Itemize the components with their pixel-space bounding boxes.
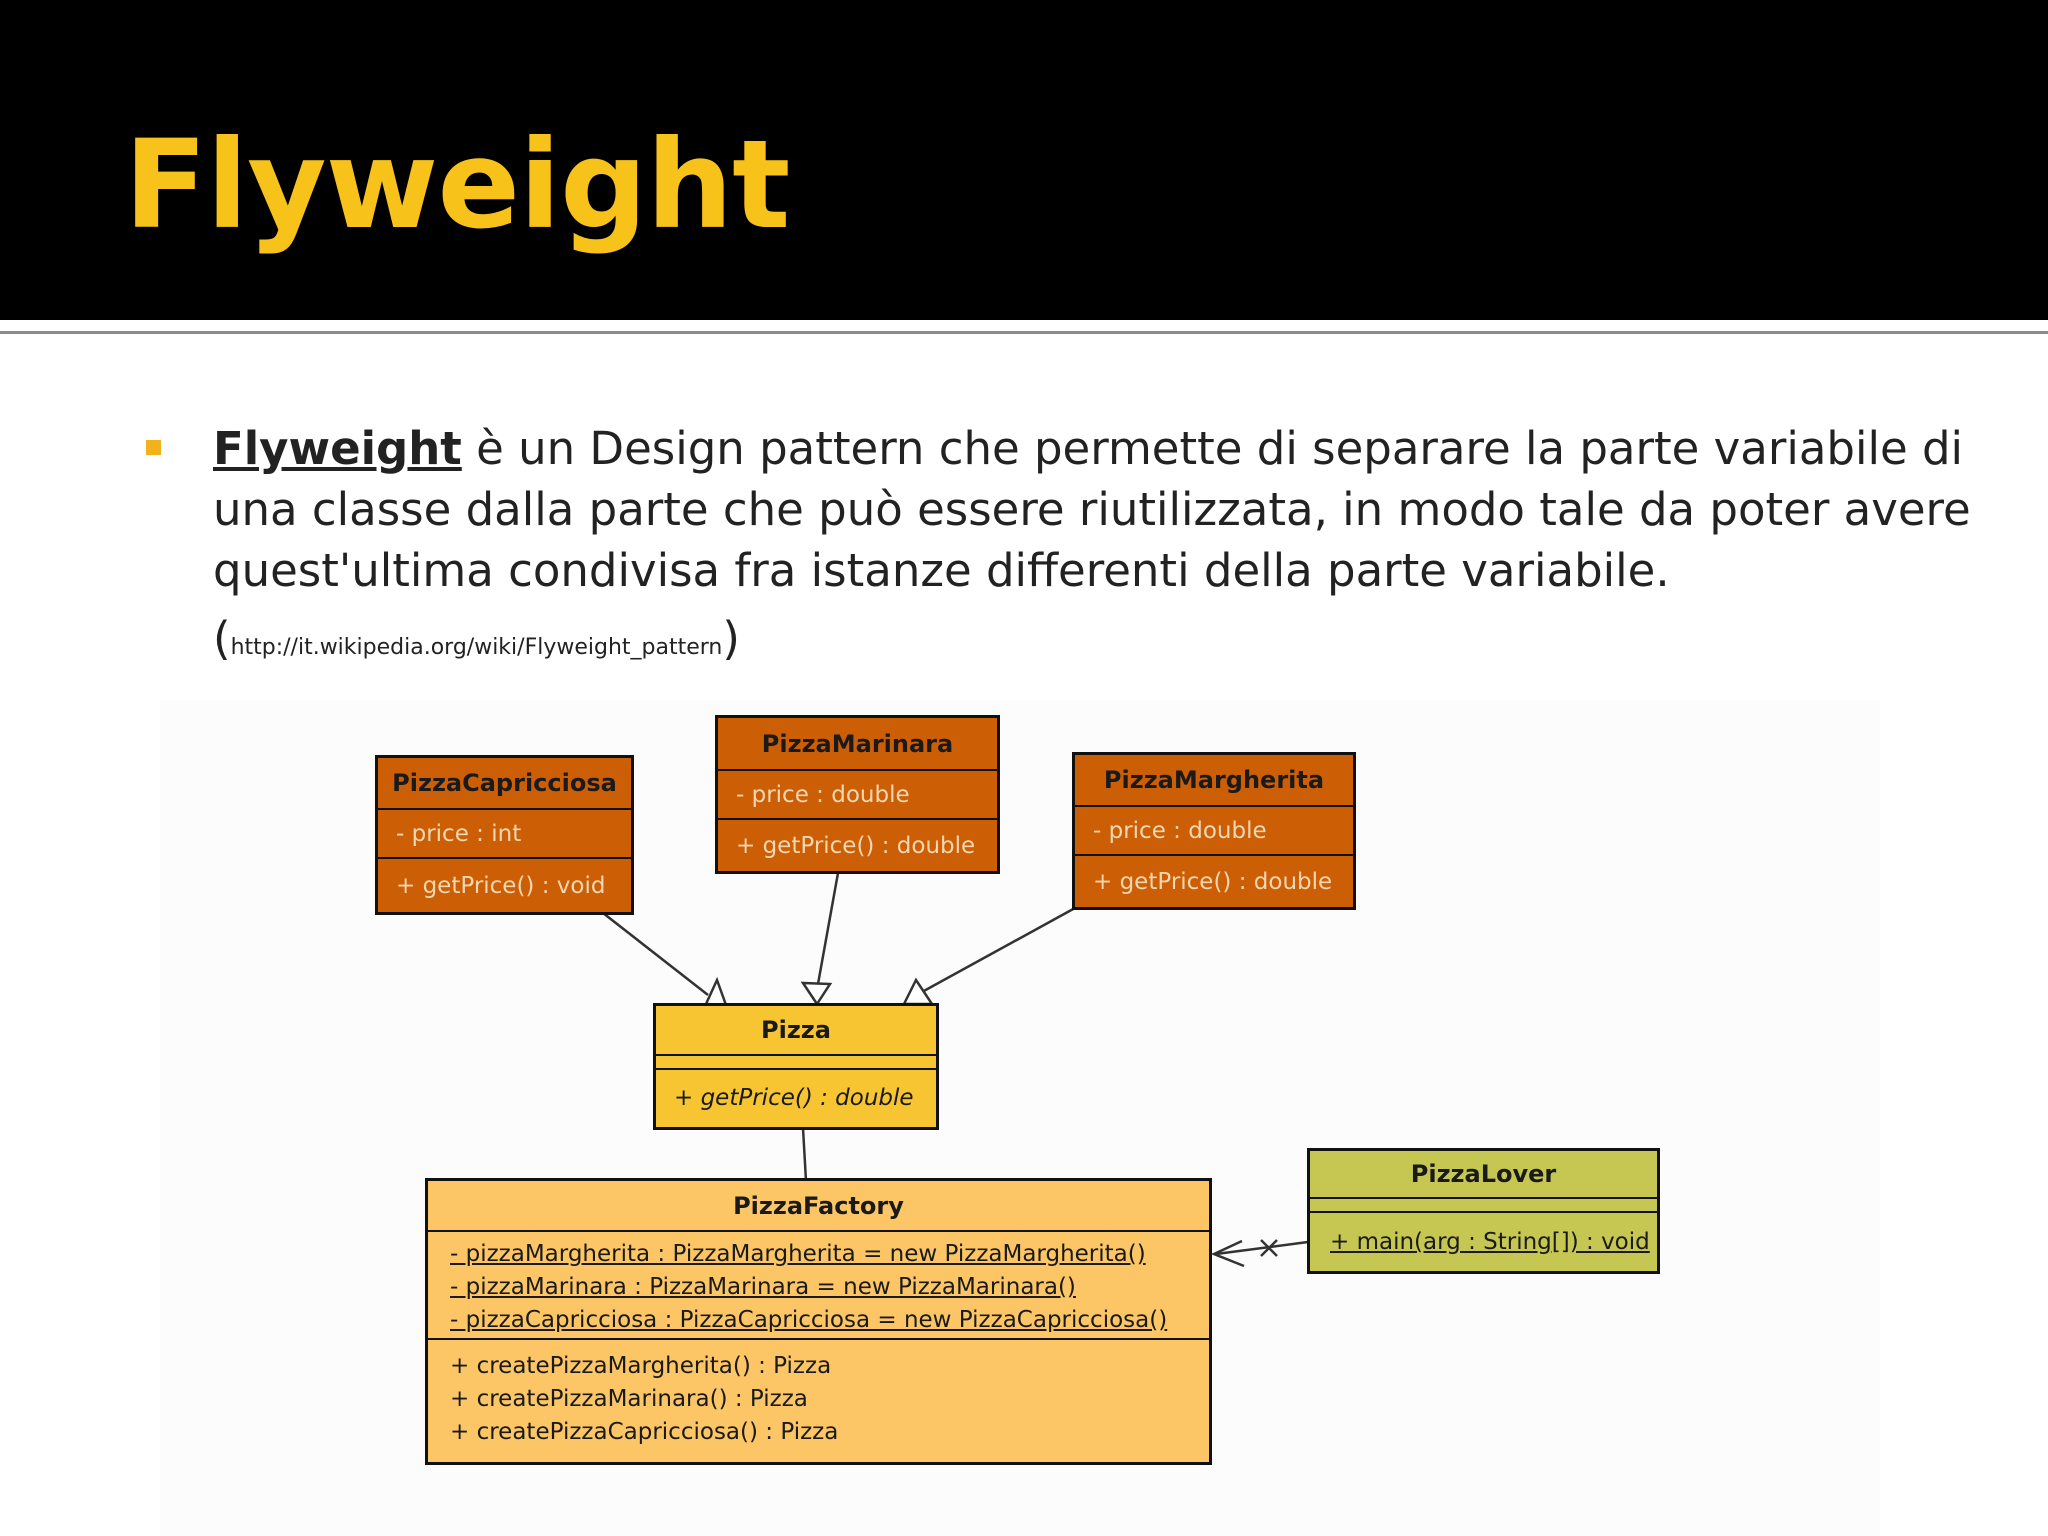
generalization-marinara-arrowhead xyxy=(803,983,830,1004)
bullet-keyword: Flyweight xyxy=(213,422,462,475)
factory-operation: + createPizzaMarinara() : Pizza xyxy=(450,1386,808,1412)
class-name: PizzaCapricciosa xyxy=(378,758,631,810)
class-operations xyxy=(428,1340,1209,1460)
class-pizza-marinara[interactable] xyxy=(715,715,1000,874)
class-name: PizzaFactory xyxy=(428,1181,1209,1232)
source-url[interactable]: http://it.wikipedia.org/wiki/Flyweight_pattern xyxy=(230,635,723,660)
factory-operation: + createPizzaMargherita() : Pizza xyxy=(450,1353,832,1379)
class-pizza-capricciosa[interactable] xyxy=(375,755,634,915)
url-open-paren: ( xyxy=(213,612,231,665)
class-attribute xyxy=(656,1056,936,1070)
class-attribute: - price : double xyxy=(1075,807,1353,856)
class-pizza-lover[interactable] xyxy=(1307,1148,1660,1274)
factory-operation: + createPizzaCapricciosa() : Pizza xyxy=(450,1419,839,1445)
class-attribute-empty xyxy=(1310,1199,1657,1213)
class-operation: + getPrice() : double xyxy=(1093,868,1333,895)
class-operation: + main(arg : String[]) : void xyxy=(1330,1229,1650,1255)
url-close-paren: ) xyxy=(722,612,740,665)
class-name: Pizza xyxy=(656,1006,936,1056)
class-attributes xyxy=(428,1232,1209,1340)
bullet-description: è un Design pattern che permette di separare la parte variabile di una classe dalla parte che può essere riutilizzata, in modo tale da poter avere quest'ultima condivisa fra istanze differenti della parte variabile. xyxy=(213,422,1971,597)
slide-title: Flyweight xyxy=(124,114,790,256)
factory-attribute: - pizzaMarinara : PizzaMarinara = new PizzaMarinara() xyxy=(450,1274,1076,1300)
class-operation: + getPrice() : double xyxy=(736,832,976,859)
class-pizza-margherita[interactable] xyxy=(1072,752,1356,910)
class-attribute: - price : int xyxy=(378,810,631,859)
class-operation: + getPrice() : double xyxy=(674,1084,914,1111)
class-pizza[interactable] xyxy=(653,1003,939,1130)
generalization-capricciosa-arrowhead xyxy=(706,980,726,1005)
class-name: PizzaMargherita xyxy=(1075,755,1353,807)
generalization-marinara-line xyxy=(818,873,838,984)
generalization-margherita-line xyxy=(922,908,1075,992)
class-name: PizzaLover xyxy=(1310,1151,1657,1199)
association-pizza-factory xyxy=(803,1128,806,1181)
class-operation: + getPrice() : void xyxy=(396,872,606,899)
class-attribute: - price : double xyxy=(718,771,997,820)
factory-attribute: - pizzaCapricciosa : PizzaCapricciosa = new PizzaCapricciosa() xyxy=(450,1307,1168,1333)
generalization-margherita-arrowhead xyxy=(904,980,932,1004)
class-pizza-factory[interactable] xyxy=(425,1178,1212,1465)
class-name: PizzaMarinara xyxy=(718,718,997,771)
generalization-capricciosa-line xyxy=(603,913,708,995)
factory-attribute: - pizzaMargherita : PizzaMargherita = new PizzaMargherita() xyxy=(450,1241,1146,1267)
